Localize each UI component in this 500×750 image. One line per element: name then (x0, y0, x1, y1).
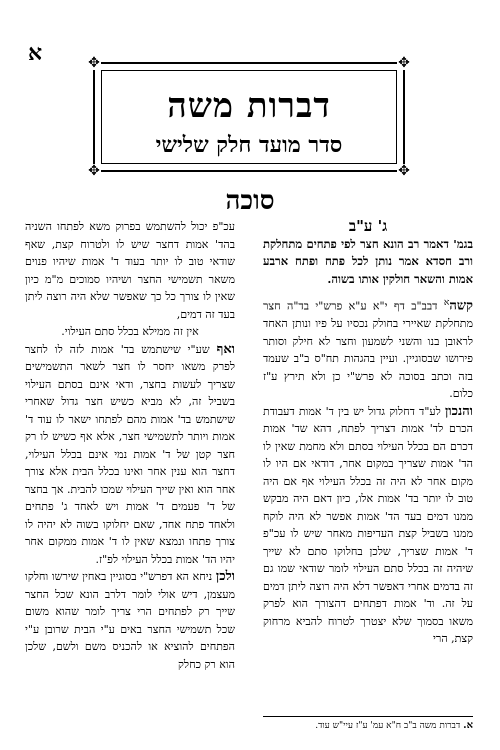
footnote-ref: א (443, 297, 450, 308)
footnote (243, 720, 473, 732)
veaf-paragraph (25, 341, 235, 569)
page-number-letter: א (28, 40, 43, 66)
title-frame (88, 55, 410, 179)
continuation-end-line: אין זה ממילא בכלל סתם העילוי. (61, 325, 199, 338)
velachen-paragraph (25, 568, 235, 673)
kashe-paragraph (263, 294, 473, 403)
footnote-divider (263, 716, 473, 717)
continuation-paragraph: עכ"פ יכול להשתמש בפרוק משא לפתחו השניה בהד' אמות דחצר שיש לו ולטרוח קצת, שאף שודאי טוב לו יותר בעוד ד' אמות שיהיו פנוים משאר תשמישי החצר ושיהיו סמוכים מ"מ כיון שאין לו צורך כל כך שאפשר שלא היה רוצה ליתן בעד זה דמים, (25, 220, 235, 321)
corner-ornament-icon: ✥ (88, 55, 100, 71)
vehanachon-lead-word: והנכון (444, 403, 473, 419)
footnote-marker: א. (463, 720, 473, 731)
tractate-heading: סוכה (225, 186, 275, 216)
vehanachon-paragraph (263, 403, 473, 648)
veaf-lead-word: ואף (216, 341, 235, 357)
velachen-text: ניחא הא דפרש"י בסוגיין באחין שירשו וחלקו מעצמן, דיש אולי לומר דלרב הונא שכל החצר שייך רק לפתחים הרי צריך לומר שהוא משום שכל תשמישי החצר באים ע"י הבית שרובן ע"י הפתחים להוציא או להכניס משם ולשם, שלכן הוא רק כחלק (25, 570, 235, 671)
velachen-lead-word: ולכן (215, 569, 235, 584)
kashe-text: דבב"ב דף י"א ע"א פרש"י בד"ה חצר מתחלקת שאיירי בחולק נכסיו על פיו ונותן האחד לראובן בנו והשני לשמעון וחצר לא חילק וסותר פירושו שבסוגיין. ועיין בהגהות תח"ס ב"ב שעמד בזה וכתב בסוכה לא פרש"י כן ולא תירץ ע"ז כלום. (263, 299, 473, 401)
veaf-text: שע"י שישתמש בד' אמות לזה לו לחצר לפרק משאו יחסר לו חצר לשאר התשמישים שצריך לעשות בחצר, ודאי אינם בסתם העילוי בשביל זה, לא מביא כשיש חצר גדול שאחרי שישתמש בד' אמות מהם לפתחו ישאר לו עוד ד' אמות ויותר לתשמישי חצר, אלא אף כשיש לו רק חצר קטן של ד' אמות נמי אינם בכלל העילוי, דחצר הוא ענין אחר ואינו בכלל הבית אלא צורך אחר הוא ואין שייך העילוי שמכו להבית. אך בחצר של ד' פעמים ד' אמות ויש לאחד ג' פתחים ולאחד פתח אחד, שאם יחלוקו בשוה לא יהיה לו צורך פתחו ונמצא שאין לו ד' אמות ממקום אחר יהיו הד' אמות בכלל העילוי לפ"ז. (25, 342, 235, 566)
daf-heading: ג' ע"ב (348, 217, 388, 235)
book-subtitle: סדר מועד חלק שלישי (155, 132, 343, 158)
corner-ornament-icon: ✥ (88, 163, 100, 179)
footnote-text: דברות משה ב"ב ח"א עמ' ע"ז עיי"ש עוד. (315, 721, 461, 731)
kashe-lead-word: קשה (449, 298, 473, 314)
vehanachon-text: לע"ד דחלוק גדול יש בין ד' אמות דעבודת הכרם לד' אמות דצריך לפתח, דהא שד' אמות דכרם הם בכלל העילוי בסתם ולא מחמת שאין לו הד' אמות שצריך במקום אחר, דודאי אם היו לו מקום אחר לא היה זה בכלל העילוי אף אם היה טוב לו יותר בד' אמות אלו, כיון דאם היה מבקש ממנו דמים בעד הד' אמות אפשר לא היה לוקח ממנו בשביל קצת העדיפות מאחר שיש לו עכ"פ ד' אמות שצריך, שלכן בחלוקו סתם לא שייך שיהיה זה בכלל סתם העילוי לומר שודאי שמו גם זה בדמים אחרי דאפשר דלא היה רוצה ליתן דמים על זה. וד' אמות דפתחים דהצורך הוא לפרק משאו בסמוך שלא יצטרך לטרוח להביא מרחוק קצת, הרי (263, 404, 473, 646)
right-text-column (263, 218, 473, 648)
left-text-column (25, 218, 235, 673)
corner-ornament-icon: ✥ (398, 55, 410, 71)
book-title: דברות משה (167, 86, 331, 126)
gemara-quote: בגמ' דאמר רב הונא חצר לפי פתחים מתחלקת ורב חסדא אמר נותן לכל פתח ופתח ארבע אמות והשאר חולקין אותו בשוה. (263, 236, 473, 286)
corner-ornament-icon: ✥ (398, 163, 410, 179)
